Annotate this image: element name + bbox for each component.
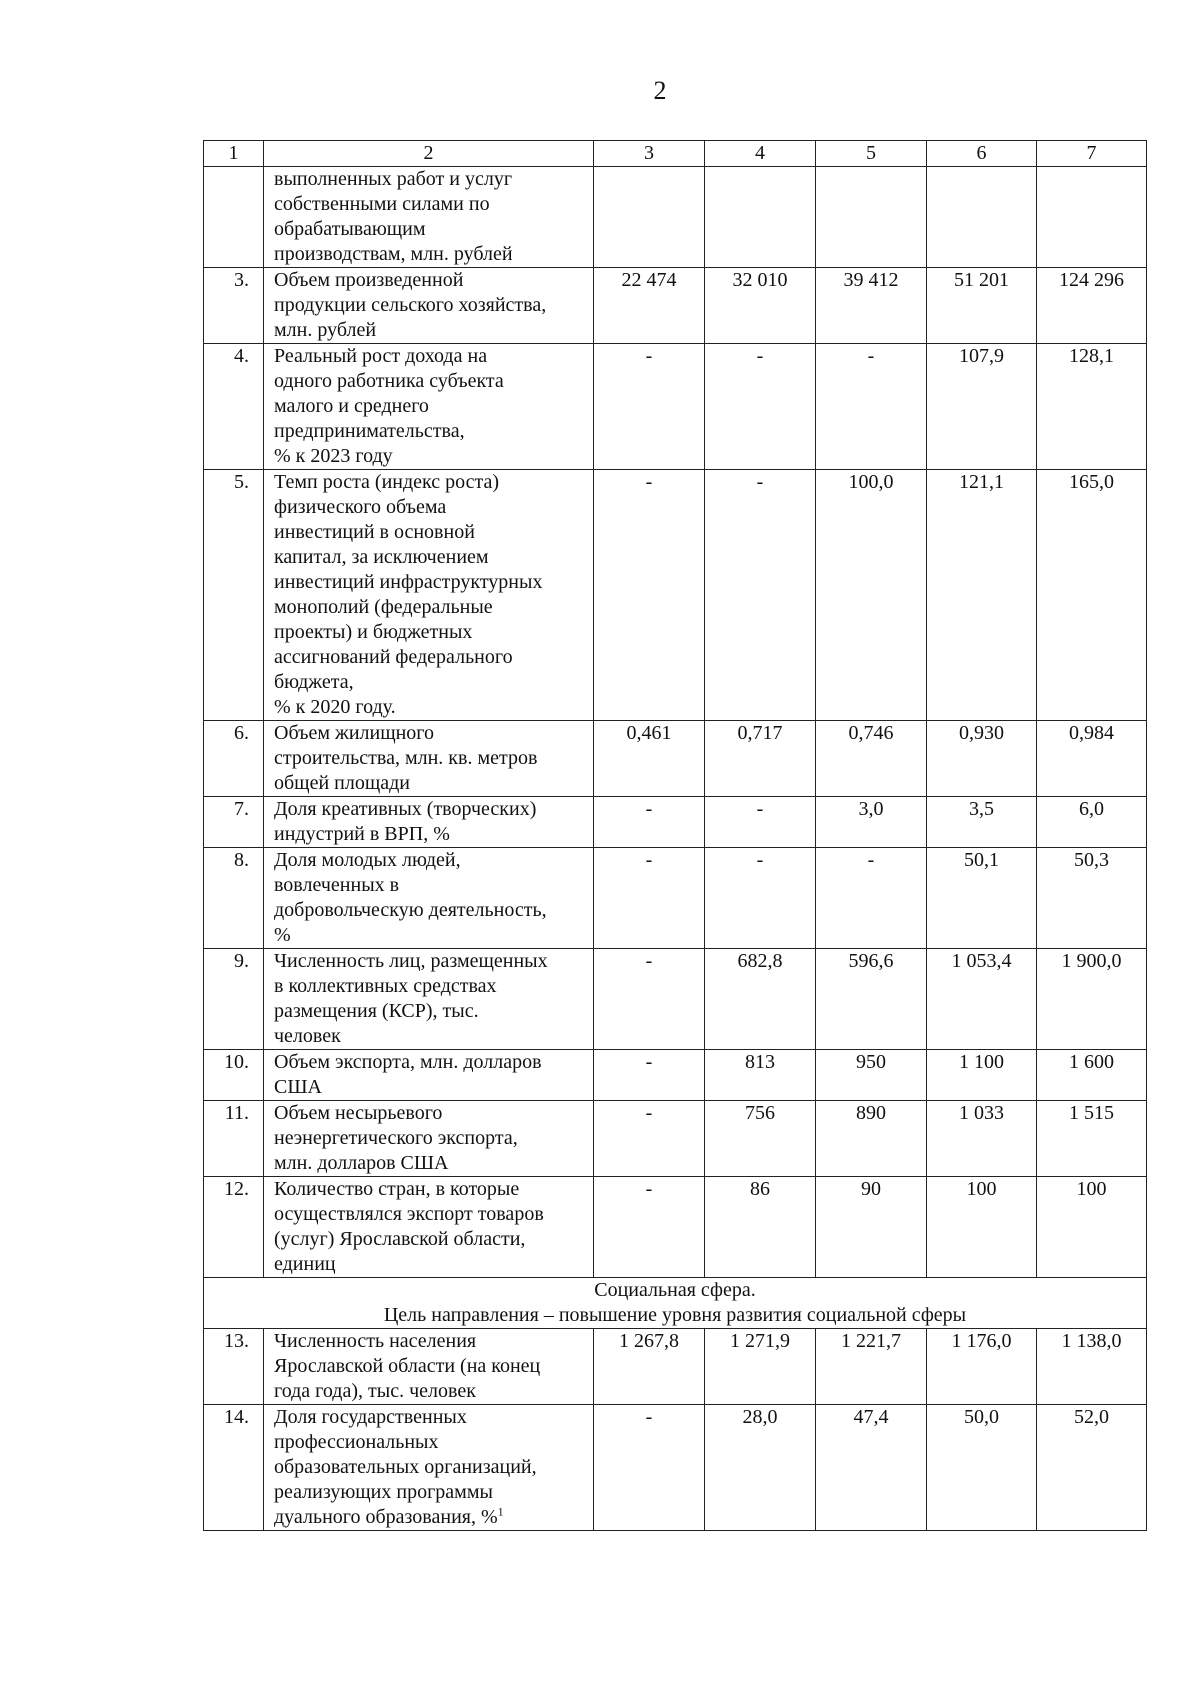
value-cell: 90 [816, 1177, 927, 1278]
value-cell: - [816, 848, 927, 949]
value-cell: 1 600 [1037, 1050, 1147, 1101]
value-cell: 128,1 [1037, 344, 1147, 470]
row-number: 14. [204, 1405, 264, 1531]
row-number: 13. [204, 1329, 264, 1405]
value-cell: 0,984 [1037, 721, 1147, 797]
indicator-name: Объем произведенной продукции сельского хозяйства, млн. рублей [264, 268, 594, 344]
value-cell: - [594, 1101, 705, 1177]
value-cell: 165,0 [1037, 470, 1147, 721]
indicator-name: Доля креативных (творческих) индустрий в ВРП, % [264, 797, 594, 848]
page-number: 2 [653, 76, 667, 105]
table-header-row [204, 141, 1147, 167]
row-number: 10. [204, 1050, 264, 1101]
row-number: 4. [204, 344, 264, 470]
value-cell: - [594, 797, 705, 848]
table-row [204, 1101, 1147, 1177]
value-cell: 100 [927, 1177, 1037, 1278]
table-row [204, 848, 1147, 949]
value-cell: 39 412 [816, 268, 927, 344]
table-row [204, 797, 1147, 848]
header-cell: 4 [705, 141, 816, 167]
value-cell: 1 515 [1037, 1101, 1147, 1177]
value-cell: - [594, 848, 705, 949]
value-cell: 682,8 [705, 949, 816, 1050]
table-row [204, 1329, 1147, 1405]
indicator-name: Реальный рост дохода на одного работника субъекта малого и среднего предпринимательства, % к 2023 году [264, 344, 594, 470]
value-cell: 22 474 [594, 268, 705, 344]
value-cell: - [705, 848, 816, 949]
header-cell: 5 [816, 141, 927, 167]
value-cell: 0,930 [927, 721, 1037, 797]
row-number: 8. [204, 848, 264, 949]
value-cell [1037, 167, 1147, 268]
value-cell: 121,1 [927, 470, 1037, 721]
value-cell: 1 221,7 [816, 1329, 927, 1405]
value-cell: 813 [705, 1050, 816, 1101]
value-cell: 890 [816, 1101, 927, 1177]
value-cell: 32 010 [705, 268, 816, 344]
row-number: 6. [204, 721, 264, 797]
value-cell: 1 053,4 [927, 949, 1037, 1050]
value-cell: 50,3 [1037, 848, 1147, 949]
value-cell: 50,0 [927, 1405, 1037, 1531]
header-cell: 7 [1037, 141, 1147, 167]
value-cell [705, 167, 816, 268]
value-cell: 100,0 [816, 470, 927, 721]
row-number: 7. [204, 797, 264, 848]
value-cell [816, 167, 927, 268]
value-cell: 1 271,9 [705, 1329, 816, 1405]
value-cell: - [594, 949, 705, 1050]
indicator-name: Объем несырьевого неэнергетического экспорта, млн. долларов США [264, 1101, 594, 1177]
value-cell: 86 [705, 1177, 816, 1278]
header-cell: 2 [264, 141, 594, 167]
indicator-name: Темп роста (индекс роста) физического объема инвестиций в основной капитал, за исключением инвестиций инфраструктурных монополий (федеральные проекты) и бюджетных ассигнований федерального бюджета, % к 2020 году. [264, 470, 594, 721]
table-row [204, 1177, 1147, 1278]
section-title: Социальная сфера. Цель направления – повышение уровня развития социальной сферы [204, 1278, 1147, 1329]
header-cell: 6 [927, 141, 1037, 167]
table-row [204, 1405, 1147, 1531]
indicators-table [203, 140, 1147, 1531]
value-cell: 50,1 [927, 848, 1037, 949]
value-cell: 1 100 [927, 1050, 1037, 1101]
value-cell: 52,0 [1037, 1405, 1147, 1531]
indicator-name: Объем экспорта, млн. долларов США [264, 1050, 594, 1101]
value-cell: 0,461 [594, 721, 705, 797]
value-cell: - [705, 470, 816, 721]
row-number: 11. [204, 1101, 264, 1177]
table-row [204, 470, 1147, 721]
value-cell: 1 033 [927, 1101, 1037, 1177]
row-number: 12. [204, 1177, 264, 1278]
table-row [204, 949, 1147, 1050]
row-number: 3. [204, 268, 264, 344]
section-header-row [204, 1278, 1147, 1329]
value-cell: - [705, 797, 816, 848]
value-cell: - [816, 344, 927, 470]
value-cell: 950 [816, 1050, 927, 1101]
indicator-name: Количество стран, в которые осуществлялся экспорт товаров (услуг) Ярославской области, единиц [264, 1177, 594, 1278]
row-number [204, 167, 264, 268]
value-cell: 6,0 [1037, 797, 1147, 848]
row-number: 9. [204, 949, 264, 1050]
indicator-name: Численность лиц, размещенных в коллективных средствах размещения (КСР), тыс. человек [264, 949, 594, 1050]
row-number: 5. [204, 470, 264, 721]
value-cell: 28,0 [705, 1405, 816, 1531]
value-cell: 107,9 [927, 344, 1037, 470]
table-row [204, 1050, 1147, 1101]
value-cell: 47,4 [816, 1405, 927, 1531]
value-cell: 124 296 [1037, 268, 1147, 344]
table-row [204, 268, 1147, 344]
value-cell: 0,717 [705, 721, 816, 797]
footnote-marker: 1 [497, 1504, 504, 1519]
value-cell: 51 201 [927, 268, 1037, 344]
indicator-name: выполненных работ и услуг собственными силами по обрабатывающим производствам, млн. рублей [264, 167, 594, 268]
value-cell: 100 [1037, 1177, 1147, 1278]
indicator-name: Доля молодых людей, вовлеченных в добровольческую деятельность, % [264, 848, 594, 949]
value-cell: - [594, 1177, 705, 1278]
header-cell: 1 [204, 141, 264, 167]
value-cell: 1 267,8 [594, 1329, 705, 1405]
table-row [204, 344, 1147, 470]
table-row [204, 167, 1147, 268]
value-cell: - [594, 344, 705, 470]
value-cell: 3,5 [927, 797, 1037, 848]
value-cell: - [594, 1050, 705, 1101]
value-cell: 756 [705, 1101, 816, 1177]
table-row [204, 721, 1147, 797]
header-cell: 3 [594, 141, 705, 167]
value-cell: 0,746 [816, 721, 927, 797]
indicator-name: Объем жилищного строительства, млн. кв. метров общей площади [264, 721, 594, 797]
value-cell [594, 167, 705, 268]
value-cell: 1 900,0 [1037, 949, 1147, 1050]
value-cell: 1 176,0 [927, 1329, 1037, 1405]
value-cell: 1 138,0 [1037, 1329, 1147, 1405]
indicator-name: Численность населения Ярославской области (на конец года года), тыс. человек [264, 1329, 594, 1405]
indicator-name: Доля государственных профессиональных образовательных организаций, реализующих программы дуального образования, %$^1$ [264, 1405, 594, 1531]
value-cell: - [705, 344, 816, 470]
value-cell: 596,6 [816, 949, 927, 1050]
value-cell [927, 167, 1037, 268]
value-cell: - [594, 1405, 705, 1531]
value-cell: 3,0 [816, 797, 927, 848]
value-cell: - [594, 470, 705, 721]
